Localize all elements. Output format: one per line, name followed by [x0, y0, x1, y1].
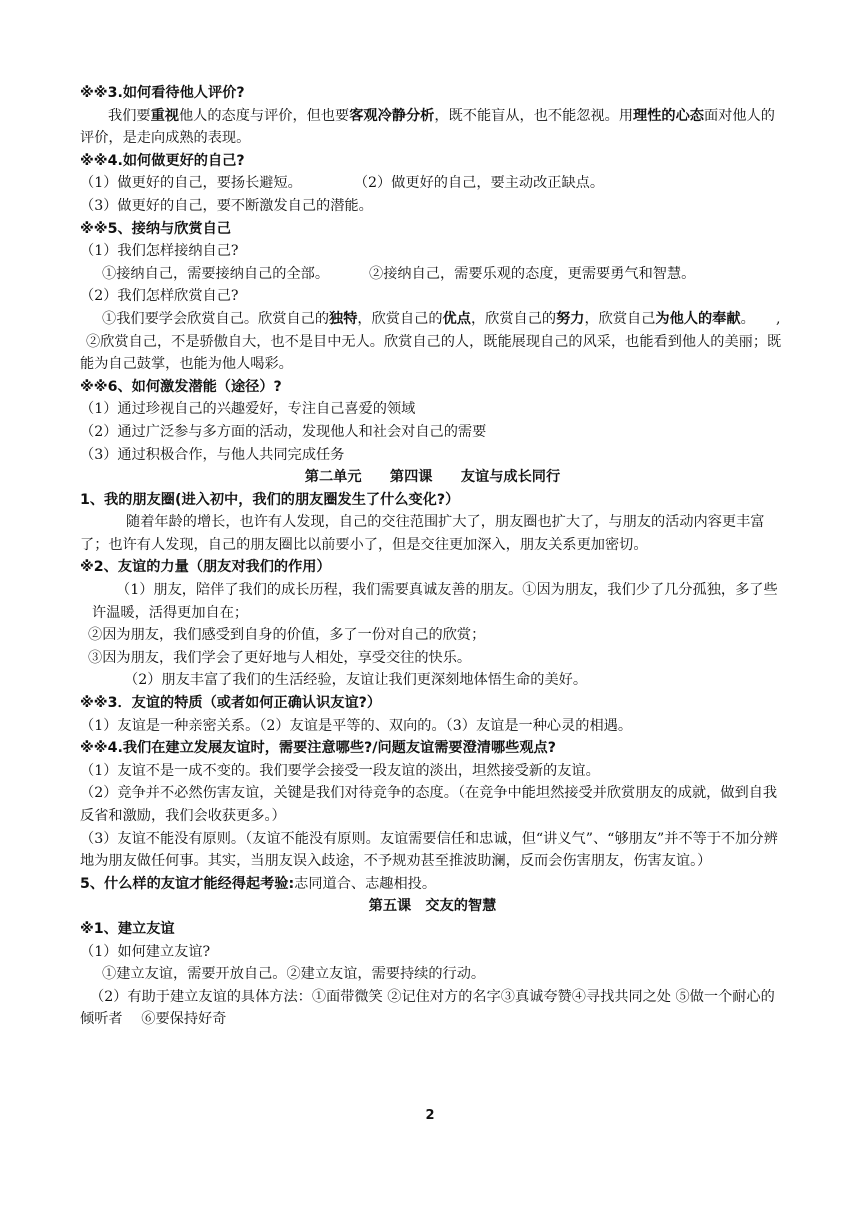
section-heading	[80, 873, 785, 896]
section-heading: ※※4.我们在建立发展友谊时，需要注意哪些?/问题友谊需要澄清哪些观点?	[80, 740, 556, 757]
text: ①接纳自己，需要接纳自己的全部。	[102, 265, 330, 282]
list-item: ③因为朋友，我们学会了更好地与人相处，享受交往的快乐。	[88, 649, 472, 666]
bold-text: 理性的心态	[633, 107, 704, 124]
text: 面对他人的评价，是走向成熟的表现。	[80, 107, 775, 147]
paragraph: 随着年龄的增长，也许有人发现，自己的交往范围扩大了，朋友圈也扩大了，与朋友的活动内容更丰富了；也许有人发现，自己的朋友圈比以前要小了，但是交往更加深入，朋友关系更加密切。	[80, 514, 765, 553]
text: ①我们要学会欣赏自己。欣赏自己的	[102, 310, 330, 327]
section-heading: ※2、友谊的力量（朋友对我们的作用）	[80, 559, 331, 576]
text: ，欣赏自己的	[357, 310, 443, 327]
list-item: （1）友谊是一种亲密关系。（2）友谊是平等的、双向的。（3）友谊是一种心灵的相遇。	[80, 717, 633, 734]
bold-text: 努力	[556, 310, 585, 327]
text: 我们要	[108, 107, 151, 124]
bold-text: 独特	[329, 310, 358, 327]
bold-text: 重视	[150, 107, 179, 124]
section-heading: ※※5、接纳与欣赏自己	[80, 220, 231, 237]
section-heading: ※※6、如何激发潜能（途径）?	[80, 378, 282, 395]
list-item: （3）通过积极合作，与他人共同完成任务	[80, 446, 345, 463]
text: （1）做更好的自己，要扬长避短。	[80, 175, 302, 192]
lesson-title: 第五课 交友的智慧	[368, 898, 497, 915]
paragraph: ②欣赏自己，不是骄傲自大，也不是目中无人。欣赏自己的人，既能展现自己的风采，也能看到他人的美丽；既能为自己鼓掌，也能为他人喝彩。	[80, 333, 782, 373]
list-item: （1）我们怎样接纳自己?	[80, 243, 239, 260]
section-heading: ※※4.如何做更好的自己?	[80, 152, 245, 169]
text: ，欣赏自己	[584, 310, 656, 327]
page-content	[80, 82, 785, 1031]
bold-text: 优点	[442, 310, 471, 327]
section-heading: ※※3.如何看待他人评价?	[80, 85, 245, 101]
paragraph: （2）有助于建立友谊的具体方法：①面带微笑 ②记住对方的名字③真诚夸赞④寻找共同之处 ⑤做一个耐心的倾听者 ⑥要保持好奇	[80, 988, 775, 1028]
bold-text: 客观冷静分析	[349, 107, 435, 124]
text: ②接纳自己，需要乐观的态度，更需要勇气和智慧。	[369, 265, 696, 282]
section-heading: 1、我的朋友圈(进入初中，我们的朋友圈发生了什么变化?）	[80, 491, 460, 508]
text: 。 ,	[740, 310, 781, 327]
list-item	[80, 172, 785, 195]
list-item: （2）我们怎样欣赏自己?	[80, 288, 239, 305]
text: 志同道合、志趣相投。	[294, 875, 437, 892]
list-item: ②因为朋友，我们感受到自身的价值，多了一份对自己的欣赏；	[88, 627, 486, 644]
list-item: （1）友谊不是一成不变的。我们要学会接受一段友谊的淡出，坦然接受新的友谊。	[80, 762, 600, 779]
unit-title: 第二单元 第四课 友谊与成长同行	[304, 469, 561, 486]
paragraph: （1）朋友，陪伴了我们的成长历程，我们需要真诚友善的朋友。①因为朋友，我们少了几分孤独，多了些许温暖，活得更加自在；	[92, 582, 778, 621]
text: 他人的态度与评价，但也要	[178, 107, 350, 124]
bold-text: 5、什么样的友谊才能经得起考验:	[80, 875, 295, 892]
list-item: （3）做更好的自己，要不断激发自己的潜能。	[80, 197, 373, 214]
list-item: （3）友谊不能没有原则。（友谊不能没有原则。友谊需要信任和忠诚，但“讲义气”、“够朋友”并不等于不加分辨地为朋友做任何事。其实，当朋友误入歧途，不予规劝甚至推波助澜，反而会伤害朋友，伤害友谊。）	[80, 830, 778, 870]
list-item: （1）通过珍视自己的兴趣爱好，专注自己喜爱的领域	[80, 401, 416, 418]
paragraph	[80, 105, 785, 150]
list-item: （2）朋友丰富了我们的生活经验，友谊让我们更深刻地体悟生命的美好。	[124, 672, 588, 689]
section-heading: ※1、建立友谊	[80, 920, 175, 937]
bold-text: 为他人的奉献	[655, 310, 741, 327]
text: （2）做更好的自己，要主动改正缺点。	[353, 175, 605, 192]
paragraph	[80, 308, 785, 331]
text: ，欣赏自己的	[470, 310, 557, 327]
list-item: （1）如何建立友谊?	[80, 943, 211, 960]
list-item	[80, 263, 785, 286]
text: ，既不能盲从，也不能忽视。用	[434, 107, 634, 124]
list-item: （2）竞争并不必然伤害友谊，关键是我们对待竞争的态度。（在竞争中能坦然接受并欣赏朋友的成就，做到自我反省和激励，我们会收获更多。）	[80, 785, 778, 824]
list-item: ①建立友谊，需要开放自己。②建立友谊，需要持续的行动。	[102, 966, 486, 983]
section-heading: ※※3．友谊的特质（或者如何正确认识友谊?）	[80, 695, 382, 712]
page-number: 2	[425, 1108, 435, 1123]
list-item: （2）通过广泛参与多方面的活动，发现他人和社会对自己的需要	[80, 423, 487, 440]
